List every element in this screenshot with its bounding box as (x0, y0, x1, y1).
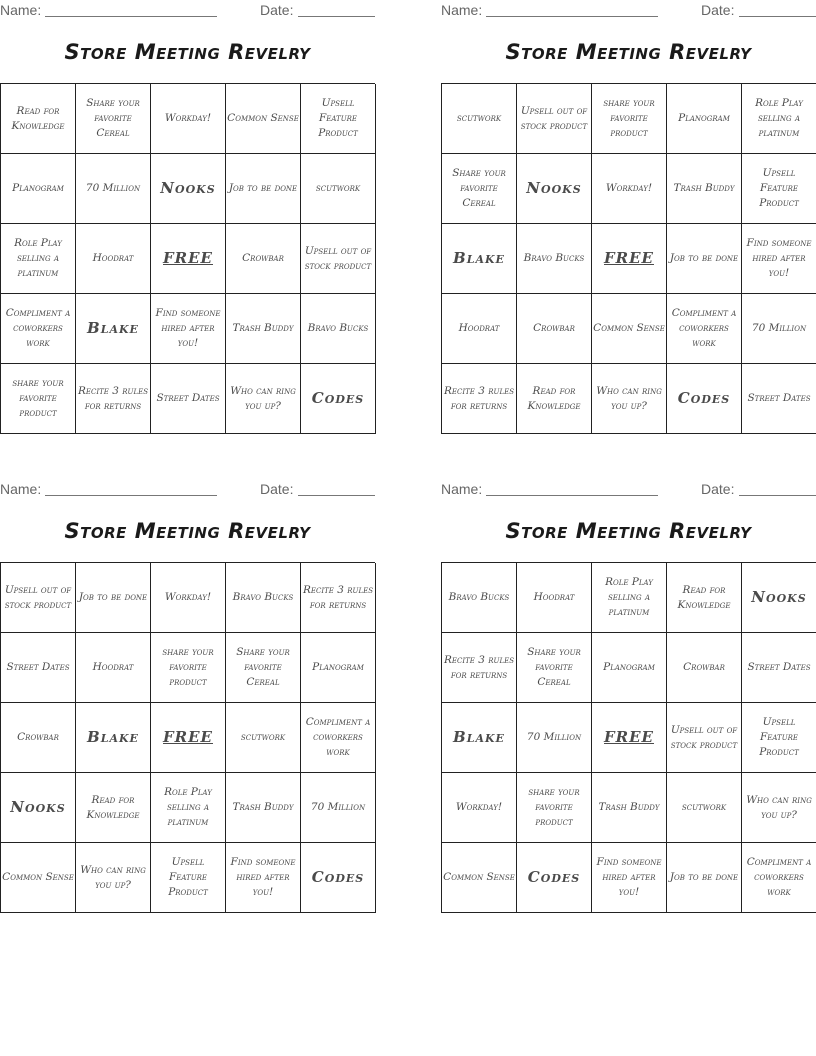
bingo-cell[interactable]: Hoodrat (76, 633, 151, 703)
name-line[interactable] (45, 495, 217, 496)
bingo-grid (441, 562, 816, 913)
card-title: Store Meeting Revelry (505, 519, 752, 543)
bingo-cell[interactable]: Codes (301, 364, 376, 434)
name-line[interactable] (45, 16, 217, 17)
date-line[interactable] (298, 16, 375, 17)
free-space-cell[interactable]: FREE (151, 224, 226, 294)
bingo-cell[interactable]: Job to be done (226, 154, 301, 224)
bingo-cell[interactable]: Bravo Bucks (226, 563, 301, 633)
name-label: Name: (0, 481, 42, 497)
bingo-cell[interactable]: Street Dates (742, 364, 816, 434)
bingo-cell[interactable]: Find someone hired after you! (742, 224, 816, 294)
date-label: Date: (260, 2, 294, 18)
bingo-cell[interactable]: Crowbar (1, 703, 76, 773)
bingo-cell[interactable]: Hoodrat (517, 563, 592, 633)
bingo-cell[interactable]: Nooks (1, 773, 76, 843)
bingo-cell[interactable]: Recite 3 rules for returns (76, 364, 151, 434)
bingo-cell[interactable]: Upsell Feature Product (301, 84, 376, 154)
bingo-cell[interactable]: Bravo Bucks (517, 224, 592, 294)
bingo-cell[interactable]: Compliment a coworkers work (742, 843, 816, 913)
bingo-cell[interactable]: 70 Million (517, 703, 592, 773)
bingo-cell[interactable]: Who can ring you up? (76, 843, 151, 913)
bingo-cell[interactable]: Planogram (301, 633, 376, 703)
bingo-cell[interactable]: Recite 3 rules for returns (442, 364, 517, 434)
bingo-cell[interactable]: scutwork (301, 154, 376, 224)
bingo-cell[interactable]: scutwork (226, 703, 301, 773)
bingo-cell[interactable]: Codes (667, 364, 742, 434)
bingo-cell[interactable]: scutwork (442, 84, 517, 154)
bingo-cell[interactable]: Planogram (1, 154, 76, 224)
bingo-cell[interactable]: Hoodrat (76, 224, 151, 294)
free-space-cell[interactable]: FREE (592, 703, 667, 773)
name-line[interactable] (486, 16, 658, 17)
date-label: Date: (260, 481, 294, 497)
bingo-cell[interactable]: Read for Knowledge (1, 84, 76, 154)
bingo-cell[interactable]: Bravo Bucks (442, 563, 517, 633)
name-label: Name: (441, 2, 483, 18)
bingo-cell[interactable]: Planogram (667, 84, 742, 154)
date-label: Date: (701, 481, 735, 497)
bingo-cell[interactable]: Compliment a coworkers work (667, 294, 742, 364)
bingo-cell[interactable]: Share your favorite Cereal (442, 154, 517, 224)
bingo-cell[interactable]: Trash Buddy (226, 773, 301, 843)
bingo-cell[interactable]: 70 Million (742, 294, 816, 364)
bingo-cell[interactable]: Share your favorite Cereal (226, 633, 301, 703)
bingo-cell[interactable]: Common Sense (1, 843, 76, 913)
bingo-cell[interactable]: Nooks (742, 563, 816, 633)
bingo-cell[interactable]: Planogram (592, 633, 667, 703)
bingo-grid (0, 83, 375, 434)
bingo-cell[interactable]: Upsell Feature Product (742, 154, 816, 224)
name-label: Name: (0, 2, 42, 18)
bingo-cell[interactable]: Workday! (442, 773, 517, 843)
bingo-cell[interactable]: Read for Knowledge (517, 364, 592, 434)
bingo-cell[interactable]: Role Play selling a platinum (592, 563, 667, 633)
bingo-cell[interactable]: 70 Million (301, 773, 376, 843)
bingo-cell[interactable]: Job to be done (667, 843, 742, 913)
bingo-cell[interactable]: Common Sense (442, 843, 517, 913)
bingo-cell[interactable]: Who can ring you up? (592, 364, 667, 434)
bingo-cell[interactable]: Upsell Feature Product (742, 703, 816, 773)
bingo-cell[interactable]: Workday! (592, 154, 667, 224)
bingo-cell[interactable]: Nooks (517, 154, 592, 224)
name-date-row (441, 479, 816, 499)
bingo-cell[interactable]: Bravo Bucks (301, 294, 376, 364)
bingo-cell[interactable]: Hoodrat (442, 294, 517, 364)
bingo-cell[interactable]: Recite 3 rules for returns (301, 563, 376, 633)
bingo-cell[interactable]: Blake (76, 703, 151, 773)
bingo-cell[interactable]: Trash Buddy (667, 154, 742, 224)
bingo-cell[interactable]: Codes (517, 843, 592, 913)
bingo-cell[interactable]: Crowbar (517, 294, 592, 364)
bingo-cell[interactable]: Share your favorite Cereal (76, 84, 151, 154)
bingo-cell[interactable]: Street Dates (1, 633, 76, 703)
free-space-cell[interactable]: FREE (151, 703, 226, 773)
bingo-cell[interactable]: Role Play selling a platinum (1, 224, 76, 294)
bingo-cell[interactable]: scutwork (667, 773, 742, 843)
bingo-cell[interactable]: Blake (76, 294, 151, 364)
name-date-row (0, 0, 375, 20)
card-title: Store Meeting Revelry (64, 519, 311, 543)
bingo-cell[interactable]: Codes (301, 843, 376, 913)
card-title: Store Meeting Revelry (64, 40, 311, 64)
name-label: Name: (441, 481, 483, 497)
bingo-cell[interactable]: Role Play selling a platinum (742, 84, 816, 154)
bingo-grid (441, 83, 816, 434)
bingo-cell[interactable]: Blake (442, 224, 517, 294)
bingo-cell[interactable]: Find someone hired after you! (151, 294, 226, 364)
bingo-cell[interactable]: Find someone hired after you! (226, 843, 301, 913)
bingo-cell[interactable]: Read for Knowledge (667, 563, 742, 633)
bingo-cell[interactable]: Common Sense (592, 294, 667, 364)
bingo-cell[interactable]: Compliment a coworkers work (1, 294, 76, 364)
bingo-cell[interactable]: Read for Knowledge (76, 773, 151, 843)
bingo-cell[interactable]: Upsell out of stock product (667, 703, 742, 773)
bingo-cell[interactable]: Workday! (151, 563, 226, 633)
bingo-cell[interactable]: Job to be done (76, 563, 151, 633)
date-label: Date: (701, 2, 735, 18)
bingo-cell[interactable]: Blake (442, 703, 517, 773)
free-space-cell[interactable]: FREE (592, 224, 667, 294)
bingo-cell[interactable]: Workday! (151, 84, 226, 154)
bingo-cell[interactable]: Share your favorite Cereal (517, 633, 592, 703)
bingo-cell[interactable]: Who can ring you up? (226, 364, 301, 434)
bingo-cell[interactable]: Find someone hired after you! (592, 843, 667, 913)
date-line[interactable] (298, 495, 375, 496)
bingo-cell[interactable]: Common Sense (226, 84, 301, 154)
bingo-cell[interactable]: Upsell Feature Product (151, 843, 226, 913)
bingo-cell[interactable]: Job to be done (667, 224, 742, 294)
bingo-cell[interactable]: Trash Buddy (592, 773, 667, 843)
card-title: Store Meeting Revelry (505, 40, 752, 64)
bingo-cell[interactable]: Upsell out of stock product (301, 224, 376, 294)
bingo-cell[interactable]: Crowbar (667, 633, 742, 703)
date-line[interactable] (739, 16, 816, 17)
bingo-cell[interactable]: share your favorite product (1, 364, 76, 434)
bingo-cell[interactable]: Nooks (151, 154, 226, 224)
date-line[interactable] (739, 495, 816, 496)
name-date-row (441, 0, 816, 20)
bingo-cell[interactable]: Recite 3 rules for returns (442, 633, 517, 703)
bingo-cell[interactable]: share your favorite product (151, 633, 226, 703)
bingo-cell[interactable]: Street Dates (151, 364, 226, 434)
name-date-row (0, 479, 375, 499)
name-line[interactable] (486, 495, 658, 496)
bingo-grid (0, 562, 375, 913)
bingo-cell[interactable]: Who can ring you up? (742, 773, 816, 843)
bingo-cell[interactable]: Crowbar (226, 224, 301, 294)
bingo-cell[interactable]: share your favorite product (517, 773, 592, 843)
bingo-cell[interactable]: Trash Buddy (226, 294, 301, 364)
bingo-cell[interactable]: Street Dates (742, 633, 816, 703)
bingo-cell[interactable]: Upsell out of stock product (1, 563, 76, 633)
bingo-cell[interactable]: 70 Million (76, 154, 151, 224)
bingo-cell[interactable]: share your favorite product (592, 84, 667, 154)
bingo-cell[interactable]: Upsell out of stock product (517, 84, 592, 154)
bingo-cell[interactable]: Compliment a coworkers work (301, 703, 376, 773)
bingo-cell[interactable]: Role Play selling a platinum (151, 773, 226, 843)
